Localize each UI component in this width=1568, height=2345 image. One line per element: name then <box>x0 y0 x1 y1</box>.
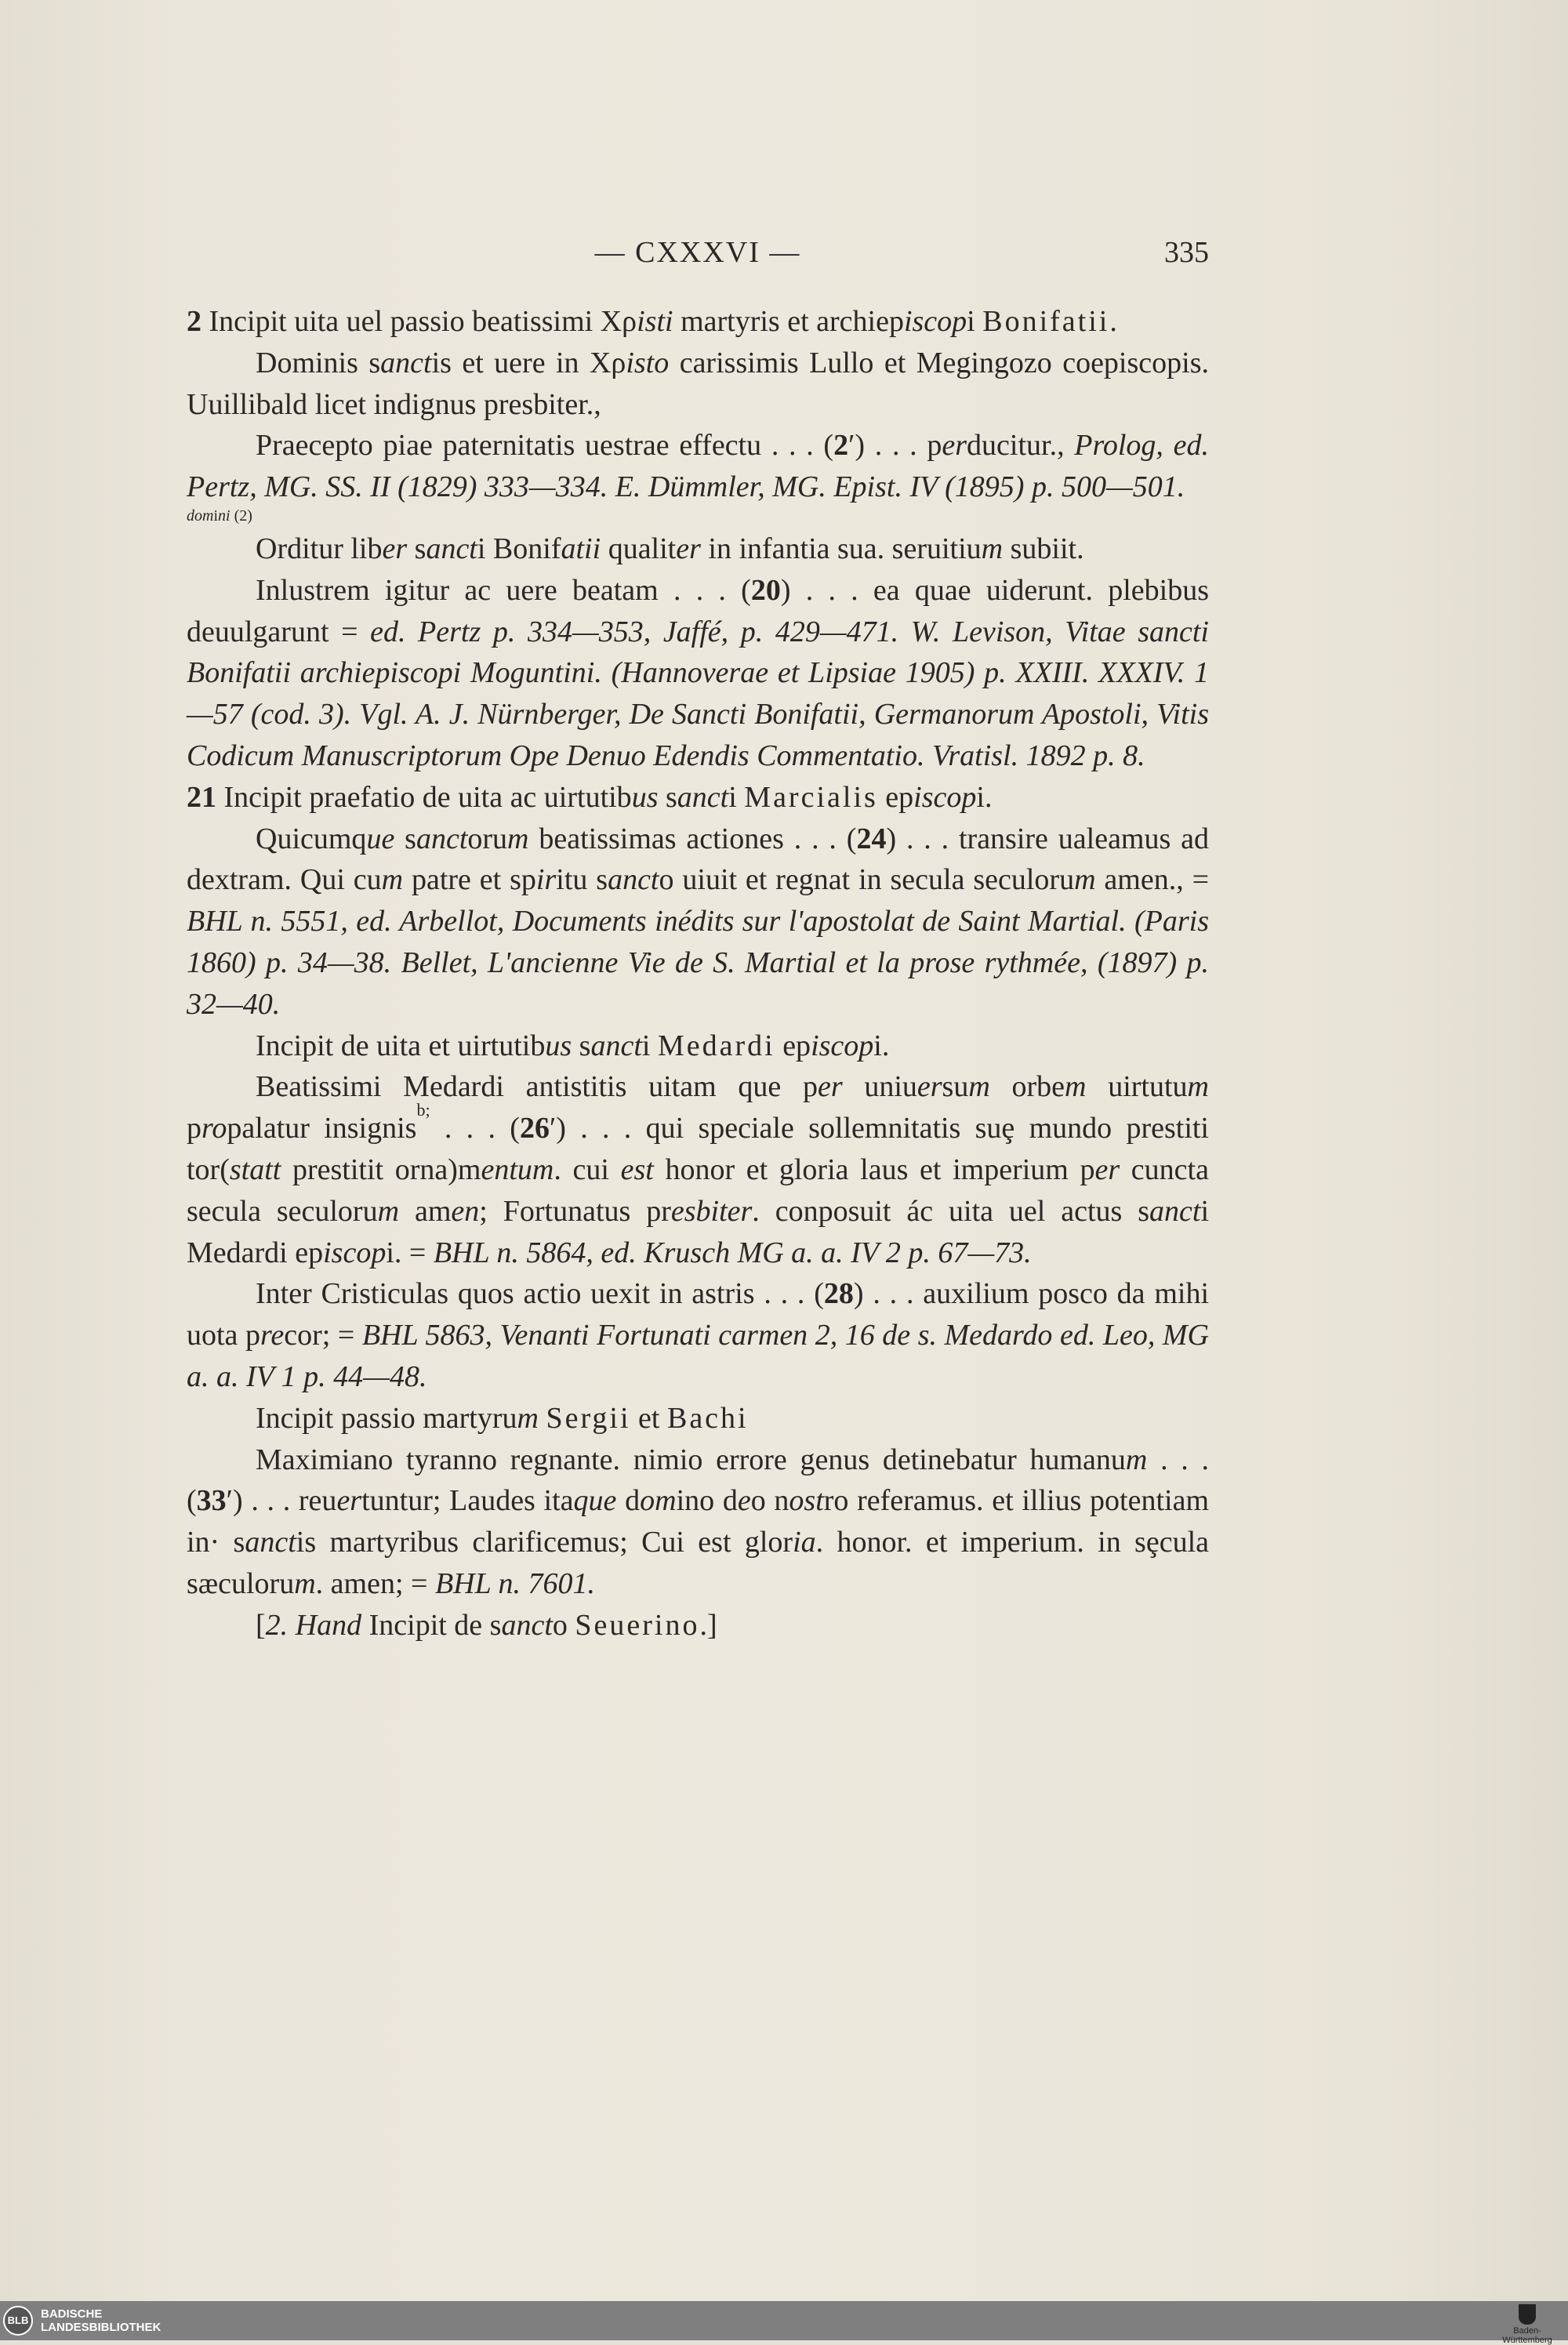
text-run: m <box>1074 863 1096 897</box>
text-run: iscop <box>903 305 967 338</box>
text-run: et <box>630 1401 667 1435</box>
text-run: m <box>981 532 1004 565</box>
text-run: ) . . . ea quae uiderunt. plebibus deuulgarunt = <box>187 573 1209 648</box>
text-run: iscop <box>323 1236 387 1269</box>
catalog-paragraph <box>187 570 1209 777</box>
text-run: isti <box>637 305 673 338</box>
text-run: m <box>507 822 529 855</box>
text-run: . cui <box>554 1153 621 1186</box>
text-run: in infantia sua. seruitiu <box>700 532 982 565</box>
text-run: o uiuit et regnat in secula seculoru <box>659 863 1075 897</box>
text-run: cuncta secula seculoru <box>187 1153 1209 1228</box>
text-run: i Medardi ep <box>187 1194 1209 1269</box>
catalog-paragraph <box>187 528 1209 570</box>
text-run: Inter Cristiculas quos actio uexit in astris . . . ( <box>256 1277 824 1311</box>
text-run: re <box>260 1319 285 1352</box>
text-run: Medardi <box>657 1029 775 1062</box>
text-run: ducitur., <box>967 429 1075 463</box>
text-run: i <box>213 506 219 525</box>
text-run: i. <box>873 1029 890 1062</box>
text-run: er <box>676 532 701 565</box>
text-run: martyris et archiep <box>673 305 904 338</box>
text-run: i. <box>976 780 993 814</box>
text-run: ir <box>535 863 557 897</box>
text-run: anct <box>245 1526 296 1559</box>
text-run: atii <box>561 532 601 565</box>
text-run: esbiter <box>670 1194 753 1228</box>
catalog-paragraph <box>187 1025 1209 1067</box>
text-run: uniu <box>842 1070 917 1104</box>
text-run: is martyribus clarificemus; Cui est glor <box>296 1526 793 1559</box>
text-run: ue <box>366 822 395 855</box>
state-logo <box>1493 2304 1562 2345</box>
text-run: anct <box>501 1608 553 1642</box>
text-run: palatur insignis <box>227 1112 417 1145</box>
text-run: er <box>336 1484 362 1518</box>
state-name: Baden-Württemberg <box>1502 2326 1552 2345</box>
text-run: 2 <box>833 429 849 463</box>
text-run: ′) . . . p <box>848 429 942 463</box>
text-run: Bachi <box>666 1401 749 1435</box>
text-run: ino d <box>676 1484 738 1518</box>
library-footer-bar <box>0 2301 1568 2345</box>
text-run: ro referamus. et illius potentiam in· s <box>187 1484 1210 1559</box>
text-run: que <box>573 1484 617 1518</box>
text-run: er <box>1094 1153 1120 1186</box>
text-run: i Bonif <box>477 532 561 565</box>
text-run: er <box>382 532 408 565</box>
text-run: om <box>640 1484 677 1518</box>
text-run: i. = <box>386 1236 434 1269</box>
text-run: 2. Hand <box>265 1608 362 1642</box>
text-run: m <box>381 863 404 897</box>
text-run: Inlustrem igitur ac uere beatam . . . ( <box>256 573 751 607</box>
text-run: anct <box>608 863 659 897</box>
text-run: 28 <box>823 1277 854 1311</box>
text-run: . honor. et imperium. in sȩcula sæculoru <box>187 1526 1209 1600</box>
text-run: s <box>407 532 426 565</box>
text-run: isto <box>626 346 670 379</box>
catalog-paragraph <box>187 819 1209 1025</box>
text-run: e <box>737 1484 751 1518</box>
text-run: m <box>1065 1070 1087 1104</box>
text-run: su <box>942 1070 969 1104</box>
text-run: anct <box>416 822 468 855</box>
text-run: . . . ( <box>430 1112 520 1145</box>
text-run: i <box>728 780 745 814</box>
text-run: Seuerino <box>575 1608 700 1642</box>
text-run: Dominis s <box>256 346 381 379</box>
text-run: i <box>641 1029 658 1062</box>
text-run: patre et sp <box>403 863 536 897</box>
text-run: qualit <box>601 532 677 565</box>
text-run: Prolog, ed. Pertz, MG. SS. II (1829) 333—334. E. Dümmler, MG. Epist. IV (1895) p. 500—501. <box>187 429 1209 504</box>
text-run: ep <box>877 780 914 814</box>
text-run: Incipit praefatio de uita ac uirtutib <box>216 780 632 814</box>
library-name <box>41 2307 161 2334</box>
text-run: amen., = <box>1095 863 1210 897</box>
text-run: 24 <box>856 822 887 855</box>
text-run: Incipit de s <box>361 1608 502 1642</box>
section-numeral: — CXXXVI — <box>594 236 801 269</box>
text-run: am <box>399 1194 452 1228</box>
catalog-paragraph <box>187 301 1209 343</box>
text-run: statt <box>229 1153 281 1186</box>
text-run: dom <box>187 506 214 525</box>
text-run: . conposuit ác uita uel actus s <box>752 1194 1149 1228</box>
text-run: BHL n. 7601. <box>434 1566 596 1600</box>
running-header <box>187 235 1209 282</box>
text-run: ro <box>201 1112 227 1145</box>
text-run: Quicumq <box>256 822 367 855</box>
catalog-paragraph <box>187 1439 1209 1605</box>
blb-logo-icon: BLB <box>3 2306 33 2336</box>
text-run: . amen; = <box>315 1566 435 1600</box>
text-run: (2) <box>230 506 252 525</box>
text-run: d <box>616 1484 641 1518</box>
text-run: ni <box>218 506 230 525</box>
text-run: Praecepto piae paternitatis uestrae effectu . . . ( <box>256 429 834 463</box>
text-run: itu s <box>556 863 608 897</box>
text-run: BHL 5863, Venanti Fortunati carmen 2, 16 de s. Medardo ed. Leo, MG a. a. IV 1 p. 44—48. <box>187 1319 1209 1393</box>
text-run: anct <box>677 780 729 814</box>
text-run: m <box>1187 1070 1209 1104</box>
text-run: Beatissimi Medardi antistitis uitam que p <box>256 1070 818 1104</box>
text-run: ) . . . transire ualeamus ad dextram. Qui cu <box>187 822 1209 897</box>
text-run: ′) . . . reu <box>226 1484 337 1518</box>
text-run: er <box>916 1070 942 1104</box>
text-run: ost <box>789 1484 824 1518</box>
text-run: en <box>451 1194 480 1228</box>
text-run: subiit. <box>1003 532 1084 565</box>
marginal-note <box>187 508 1209 528</box>
text-run: . . . ( <box>187 1443 1209 1518</box>
text-run: Orditur lib <box>256 532 383 565</box>
text-run: 2 <box>187 305 201 338</box>
text-run: orbe <box>989 1070 1065 1104</box>
text-run: cor; = <box>284 1319 362 1352</box>
text-run: prestitit orna)m <box>281 1153 481 1186</box>
text-run: carissimis Lullo et Megingozo coepiscopis. Uuillibald licet indignus presbiter., <box>187 346 1209 421</box>
text-run: Incipit uita uel passio beatissimi Χρ <box>201 305 637 338</box>
text-run: iscop <box>913 780 977 814</box>
text-run: BHL n. 5864, ed. Krusch MG a. a. IV 2 p. 67—73. <box>433 1236 1032 1269</box>
text-run: Incipit passio martyru <box>256 1401 517 1435</box>
text-run: m <box>517 1401 539 1435</box>
text-run: Marcialis <box>744 780 878 814</box>
text-run: anct <box>380 346 432 379</box>
state-crest-icon <box>1519 2304 1536 2325</box>
text-run: m <box>294 1566 316 1600</box>
text-run: er <box>817 1070 843 1104</box>
catalog-paragraph <box>187 1066 1209 1273</box>
text-run: entum <box>481 1153 554 1186</box>
text-run: Incipit de uita et uirtutib <box>256 1029 546 1062</box>
text-run: tuntur; Laudes ita <box>361 1484 574 1518</box>
catalog-paragraph <box>187 1273 1209 1397</box>
text-run: 20 <box>750 573 781 607</box>
text-run: o <box>552 1608 575 1642</box>
text-run: anct <box>590 1029 642 1062</box>
text-run: Maximiano tyranno regnante. nimio errore genus detinebatur humanu <box>256 1443 1126 1476</box>
text-run: s <box>572 1029 591 1062</box>
text-run: p <box>187 1112 201 1145</box>
text-run: Sergii <box>546 1401 631 1435</box>
text-run: Bonifatii <box>982 305 1110 338</box>
text-run: o n <box>750 1484 789 1518</box>
text-run: m <box>968 1070 990 1104</box>
text-run: uirtutu <box>1086 1070 1188 1104</box>
text-run: ) . . . auxilium posco da mihi uota p <box>187 1277 1210 1352</box>
text-run: beatissimas actiones . . . ( <box>528 822 857 855</box>
text-run: anct <box>426 532 477 565</box>
text-run: b; <box>416 1100 430 1120</box>
text-run: honor et gloria laus et imperium p <box>653 1153 1095 1186</box>
catalog-paragraph <box>187 1605 1209 1646</box>
text-run: us <box>631 780 659 814</box>
text-run: s <box>394 822 416 855</box>
library-name-line1: BADISCHE <box>41 2307 103 2321</box>
text-run <box>539 1402 546 1435</box>
text-run: oru <box>467 822 508 855</box>
catalog-paragraph <box>187 425 1209 508</box>
text-run: m <box>377 1194 400 1228</box>
text-run: m <box>1125 1443 1148 1476</box>
text-run: us <box>545 1029 572 1062</box>
text-run: ; Fortunatus pr <box>479 1194 671 1228</box>
text-run: is et uere in Χρ <box>431 346 626 379</box>
text-run: 33 <box>196 1484 227 1518</box>
text-run: est <box>620 1153 654 1186</box>
text-run: s <box>658 780 677 814</box>
text-run: i <box>967 305 983 338</box>
body-text <box>187 301 1209 1646</box>
library-name-line2: LANDESBIBLIOTHEK <box>41 2321 162 2334</box>
text-run: ′) . . . qui speciale sollemnitatis suȩ mundo prestiti tor( <box>187 1112 1209 1186</box>
text-run: 26 <box>519 1112 550 1145</box>
text-run: 21 <box>187 780 216 814</box>
catalog-paragraph <box>187 777 1209 819</box>
catalog-paragraph <box>187 1398 1209 1439</box>
catalog-paragraph <box>187 343 1209 426</box>
text-run: ep <box>775 1029 811 1062</box>
text-run: iscop <box>811 1029 874 1062</box>
text-run: er <box>942 429 967 463</box>
page-number: 335 <box>1164 236 1209 269</box>
text-run: ed. Pertz p. 334—353, Jaffé, p. 429—471. W. Levison, Vitae sancti Bonifatii archiepiscopi Moguntini. (Hannoverae et Lipsiae 1905) p. XXIII. XXXIV. 1—57 (cod. 3). Vgl. A. J. Nürnberger, De Sancti Bonifatii, Germanorum Apostoli, Vitis Codicum Manuscriptorum Ope Denuo Edendis Commentatio. Vratisl. 1892 p. 8. <box>187 615 1209 772</box>
text-run: ia <box>793 1526 816 1559</box>
text-run: .] <box>699 1608 717 1642</box>
text-run: . <box>1109 305 1117 338</box>
text-run: BHL n. 5551, ed. Arbellot, Documents inédits sur l'apostolat de Saint Martial. (Paris 1860) p. 34—38. Bellet, L'ancienne Vie de S. Martial et la prose rythmée, (1897) p. 32—40. <box>187 905 1209 1021</box>
text-run: [ <box>256 1608 266 1642</box>
text-run: anct <box>1149 1194 1201 1228</box>
